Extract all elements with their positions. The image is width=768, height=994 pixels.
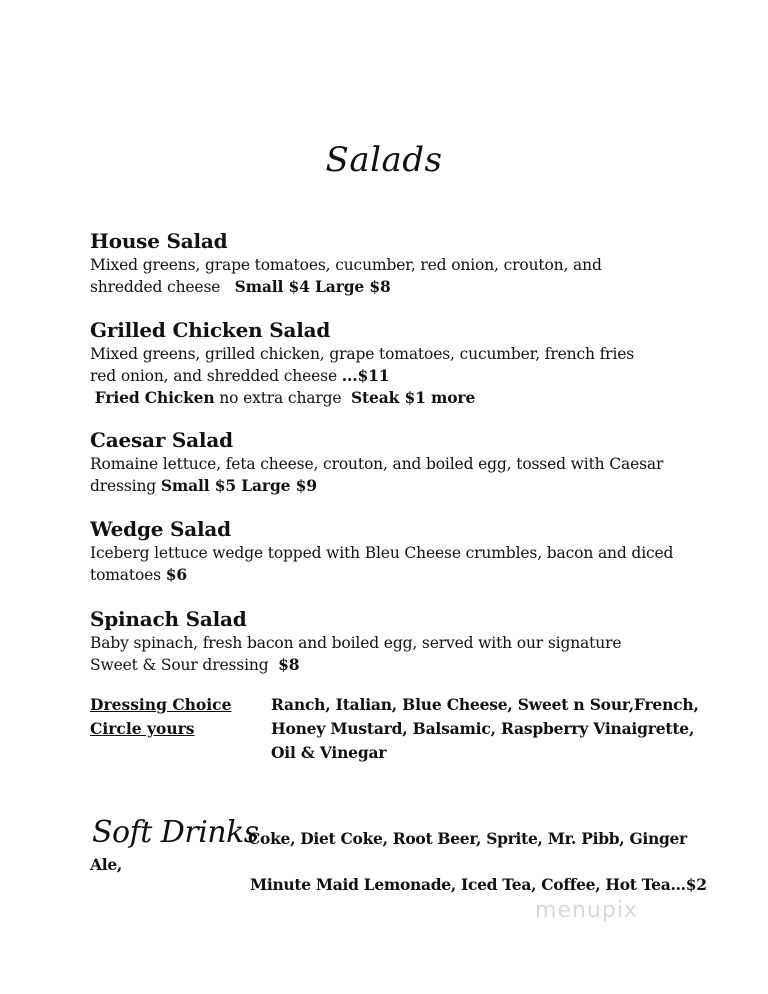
fried-chicken-label: Fried Chicken [94, 388, 215, 407]
wedge-salad-title: Wedge Salad [90, 517, 231, 541]
house-salad-line-2-text: shredded cheese [90, 278, 221, 296]
steak-option: Steak $1 more [350, 388, 476, 407]
watermark: menupix [535, 898, 638, 923]
spinach-salad-line-2-text: Sweet & Sour dressing [90, 656, 269, 674]
caesar-salad-description [90, 454, 750, 497]
grilled-chicken-line-2 [90, 365, 750, 387]
grilled-chicken-line-2-text: red onion, and shredded cheese [90, 367, 337, 385]
spinach-salad-line-2 [90, 654, 750, 676]
dressing-options-line-3: Oil & Vinegar [271, 743, 387, 762]
wedge-salad-line-1: Iceberg lettuce wedge topped with Bleu Cheese crumbles, bacon and diced [90, 544, 674, 562]
caesar-salad-title: Caesar Salad [90, 428, 233, 452]
house-salad-line-2 [90, 276, 730, 298]
soft-drinks-line-1: Coke, Diet Coke, Root Beer, Sprite, Mr. Pibb, Ginger [248, 829, 687, 848]
circle-yours-label: Circle yours [90, 719, 195, 738]
grilled-chicken-options [90, 387, 750, 409]
dressing-choice-label: Dressing Choice [90, 695, 232, 714]
grilled-chicken-salad-description [90, 344, 750, 409]
page-title: Salads [325, 140, 443, 180]
spinach-salad-description [90, 633, 750, 676]
caesar-salad-line-1: Romaine lettuce, feta cheese, crouton, and boiled egg, tossed with Caesar [90, 455, 664, 473]
wedge-salad-price: $6 [165, 565, 188, 584]
wedge-salad-line-2-text: tomatoes [90, 566, 161, 584]
grilled-chicken-line-1: Mixed greens, grilled chicken, grape tomatoes, cucumber, french fries [90, 345, 635, 363]
caesar-salad-line-2-text: dressing [90, 477, 157, 495]
fried-chicken-note: no extra charge [219, 389, 342, 407]
spinach-salad-title: Spinach Salad [90, 607, 247, 631]
spinach-salad-price: $8 [278, 655, 300, 674]
house-salad-title: House Salad [90, 229, 228, 253]
spinach-salad-line-1: Baby spinach, fresh bacon and boiled egg, served with our signature [90, 634, 622, 652]
caesar-salad-line-2 [90, 475, 750, 497]
soft-drinks-line-1-cont: Ale, [90, 855, 122, 874]
soft-drinks-line-2: Minute Maid Lemonade, Iced Tea, Coffee, Hot Tea...$2 [250, 875, 707, 894]
grilled-chicken-price: ...$11 [341, 366, 390, 385]
house-salad-line-1: Mixed greens, grape tomatoes, cucumber, red onion, crouton, and [90, 256, 602, 274]
wedge-salad-line-2 [90, 564, 750, 586]
soft-drinks-title: Soft Drinks [92, 815, 259, 850]
wedge-salad-description [90, 543, 750, 586]
house-salad-price: Small $4 Large $8 [234, 277, 391, 296]
dressing-options-line-2: Honey Mustard, Balsamic, Raspberry Vinaigrette, [271, 719, 695, 738]
dressing-options-line-1: Ranch, Italian, Blue Cheese, Sweet n Sour,French, [271, 695, 699, 714]
grilled-chicken-salad-title: Grilled Chicken Salad [90, 318, 331, 342]
house-salad-description [90, 255, 730, 298]
caesar-salad-price: Small $5 Large $9 [160, 476, 317, 495]
dressing-options [271, 693, 751, 765]
